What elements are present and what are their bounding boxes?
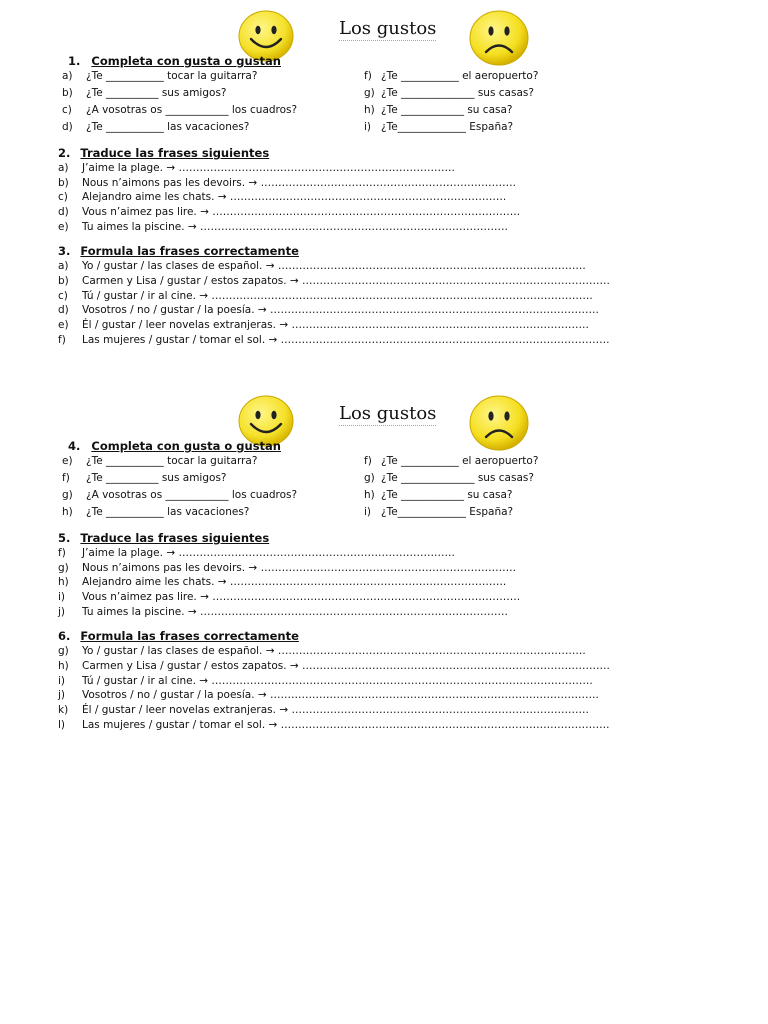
item-letter: a) (58, 162, 69, 174)
item-letter: i) (364, 121, 372, 133)
item-text: Tu aimes la piscine. → ……………………………………………………………………………. (82, 605, 508, 618)
item-text: Carmen y Lisa / gustar / estos zapatos. → ……………………………………………………………………………. (82, 274, 610, 287)
item-text: ¿Te ____________ su casa? (381, 489, 513, 501)
item-text: Él / gustar / leer novelas extranjeras. → …………………………………………………………………………. (82, 319, 589, 332)
item-text: Alejandro aime les chats. → ……………………………………………………………………. (82, 191, 507, 204)
item-letter: i) (58, 674, 66, 687)
item-text: Las mujeres / gustar / tomar el sol. → …………………………………………………………………………………. (82, 334, 610, 346)
item-letter: d) (58, 304, 69, 317)
exercise-number: 5. (58, 531, 71, 545)
exercise-label: Formula las frases correctamente (80, 629, 299, 643)
item-letter: a) (58, 260, 69, 272)
item-text: ¿Te ___________ las vacaciones? (86, 121, 250, 133)
exercise-heading-traduce (58, 531, 269, 545)
item-letter: e) (58, 319, 69, 332)
item-letter: c) (62, 104, 72, 116)
item-text: Yo / gustar / las clases de español. → ……………………………………………………………………………. (82, 260, 586, 272)
item-letter: h) (364, 104, 375, 116)
item-text: J’aime la plage. → ……………………………………………………………………. (82, 547, 455, 559)
item-text: Carmen y Lisa / gustar / estos zapatos. → ……………………………………………………………………………. (82, 659, 610, 672)
item-text: ¿A vosotras os ____________ los cuadros? (86, 104, 298, 116)
item-text: Él / gustar / leer novelas extranjeras. → …………………………………………………………………………. (82, 704, 589, 717)
item-text: ¿Te ______________ sus casas? (381, 87, 534, 99)
item-letter: h) (58, 659, 69, 672)
item-text: ¿Te __________ sus amigos? (86, 472, 227, 484)
exercise-heading-completa (68, 439, 281, 453)
item-text: Vous n’aimez pas lire. → ……………………………………………………………………………. (82, 591, 521, 604)
item-text: J’aime la plage. → ……………………………………………………………………. (82, 162, 455, 174)
item-text: ¿Te ___________ el aeropuerto? (381, 70, 539, 82)
exercise-heading-traduce (58, 146, 269, 160)
item-text: Yo / gustar / las clases de español. → ……………………………………………………………………………. (82, 645, 586, 657)
item-text: Tú / gustar / ir al cine. → ………………………………………………………………………………………………. (82, 289, 593, 302)
item-letter: f) (364, 455, 372, 467)
item-letter: f) (58, 334, 66, 346)
item-letter: b) (58, 176, 69, 189)
item-letter: k) (58, 704, 69, 717)
item-text: Las mujeres / gustar / tomar el sol. → …………………………………………………………………………………. (82, 719, 610, 731)
item-letter: j) (58, 605, 66, 618)
exercise-heading-formula (58, 629, 299, 643)
exercise-number: 1. (68, 54, 81, 68)
item-text: ¿Te ____________ su casa? (381, 104, 513, 116)
item-text: ¿A vosotras os ____________ los cuadros? (86, 489, 298, 501)
item-text: ¿Te ______________ sus casas? (381, 472, 534, 484)
item-letter: h) (364, 489, 375, 501)
item-letter: g) (364, 472, 375, 484)
item-text: ¿Te ___________ el aeropuerto? (381, 455, 539, 467)
worksheet-title: Los gustos (339, 18, 437, 39)
item-letter: g) (58, 645, 69, 657)
item-text: Vous n’aimez pas lire. → ……………………………………………………………………………. (82, 206, 521, 219)
item-text: Tú / gustar / ir al cine. → ………………………………………………………………………………………………. (82, 674, 593, 687)
item-letter: e) (58, 220, 69, 233)
item-letter: f) (58, 547, 66, 559)
item-letter: j) (58, 689, 66, 702)
item-text: ¿Te ___________ tocar la guitarra? (86, 455, 258, 467)
item-text: ¿Te_____________ España? (381, 121, 514, 133)
item-letter: i) (58, 591, 66, 604)
item-text: Nous n’aimons pas les devoirs. → ………………………………………………………………. (82, 176, 516, 189)
exercise-heading-completa (68, 54, 281, 68)
item-text: Vosotros / no / gustar / la poesía. → …………………………………………………………………………………. (82, 304, 599, 317)
item-text: ¿Te_____________ España? (381, 506, 514, 518)
exercise-heading-formula (58, 244, 299, 258)
item-letter: h) (58, 576, 69, 589)
sad-face-icon (469, 395, 529, 451)
item-letter: l) (58, 719, 66, 731)
exercise-label: Traduce las frases siguientes (80, 146, 270, 160)
item-letter: c) (58, 191, 68, 204)
item-text: ¿Te ___________ tocar la guitarra? (86, 70, 258, 82)
item-letter: a) (62, 70, 73, 82)
item-letter: f) (62, 472, 70, 484)
worksheet-1 (0, 0, 768, 380)
item-letter: g) (364, 87, 375, 99)
item-text: ¿Te ___________ las vacaciones? (86, 506, 250, 518)
item-letter: d) (62, 121, 73, 133)
exercise-label: Formula las frases correctamente (80, 244, 299, 258)
item-text: Tu aimes la piscine. → ……………………………………………………………………………. (82, 220, 508, 233)
item-letter: h) (62, 506, 73, 518)
exercise-number: 2. (58, 146, 71, 160)
exercise-label: Completa con gusta o gustan (91, 439, 281, 453)
item-letter: b) (62, 87, 73, 99)
item-text: Vosotros / no / gustar / la poesía. → …………………………………………………………………………………. (82, 689, 599, 702)
item-letter: d) (58, 206, 69, 219)
sad-face-icon (469, 10, 529, 66)
item-letter: i) (364, 506, 372, 518)
worksheet-title: Los gustos (339, 403, 437, 424)
exercise-number: 4. (68, 439, 81, 453)
item-letter: e) (62, 455, 73, 467)
exercise-label: Traduce las frases siguientes (80, 531, 270, 545)
item-letter: g) (58, 561, 69, 574)
exercise-number: 3. (58, 244, 71, 258)
item-letter: g) (62, 489, 73, 501)
item-letter: c) (58, 289, 68, 302)
exercise-label: Completa con gusta o gustan (91, 54, 281, 68)
item-letter: b) (58, 274, 69, 287)
item-text: ¿Te __________ sus amigos? (86, 87, 227, 99)
item-text: Alejandro aime les chats. → ……………………………………………………………………. (82, 576, 507, 589)
item-text: Nous n’aimons pas les devoirs. → ………………………………………………………………. (82, 561, 516, 574)
worksheet-2 (0, 385, 768, 765)
item-letter: f) (364, 70, 372, 82)
exercise-number: 6. (58, 629, 71, 643)
